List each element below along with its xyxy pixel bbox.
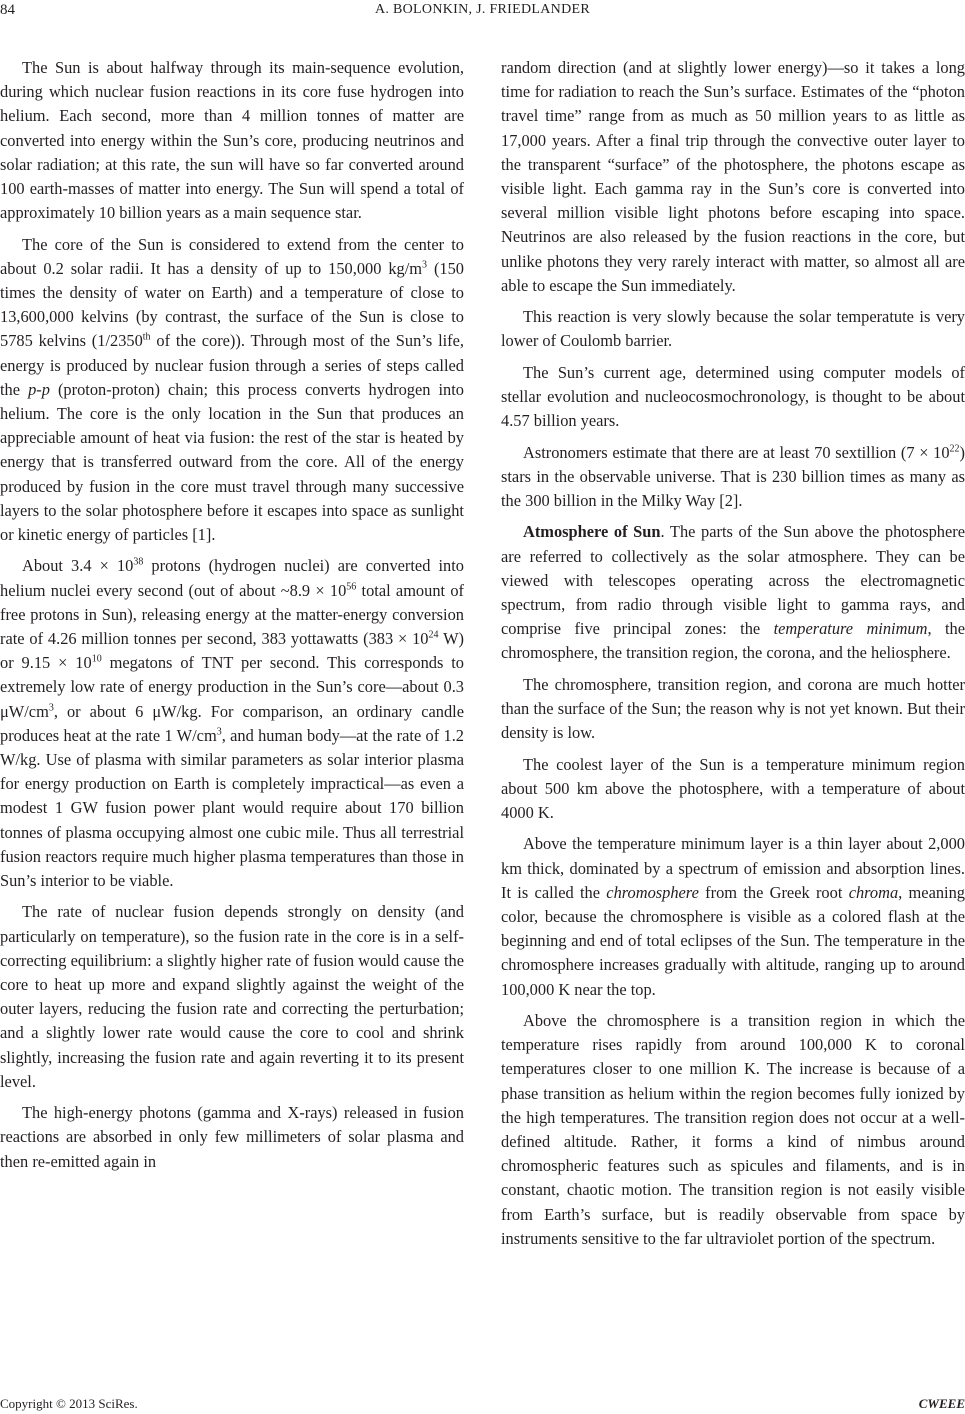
right-column — [501, 56, 965, 1258]
page-header — [0, 0, 965, 28]
paragraph: This reaction is very slowly because the solar temperatute is very lower of Coulomb barrier. — [501, 307, 965, 351]
paragraph: The Sun is about halfway through its main-sequence evolution, during which nuclear fusion reactions in its core fuse hydrogen into helium. Each second, more than 4 million tonnes of matter are converted into energy within the Sun’s core, producing neutrinos and solar radiation; at this rate, the sun will have so far converted around 100 earth-masses of matter into energy. The Sun will spend a total of approximately 10 billion years as a main sequence star. — [0, 58, 464, 223]
paragraph: The rate of nuclear fusion depends strongly on density (and particularly on temperature), so the fusion rate in the core is in a self-correcting equilibrium: a slightly higher rate of fusion would cause the core to heat up more and expand slightly against the weight of the outer layers, reducing the fusion rate and correcting the perturbation; and a slightly lower rate would cause the core to cool and shrink slightly, increasing the fusion rate and again reverting it to its present level. — [0, 902, 464, 1091]
journal-name: CWEEE — [918, 1396, 965, 1411]
paragraph: random direction (and at slightly lower energy)—so it takes a long time for radiation to reach the Sun’s surface. Estimates of the “photon travel time” range from as much as 50 million years to as little as 17,000 years. After a final trip through the convective outer layer to the transparent “surface” of the photosphere, the photons escape as visible light. Each gamma ray in the Sun’s core is converted into several million visible light photons before escaping into space. Neutrinos are also released by the fusion reactions in the core, but unlike photons they very rarely interact with matter, so almost all are able to escape the Sun immediately. — [501, 58, 965, 295]
paragraph: Atmosphere of Sun. The parts of the Sun above the photosphere are referred to collectively as the solar atmosphere. They can be viewed with telescopes operating across the electromagnetic spectrum, from radio through visible light to gamma rays, and comprise five principal zones: the temperature minimum, the chromosphere, the transition region, the corona, and the heliosphere. — [501, 522, 965, 663]
left-column — [0, 56, 464, 1181]
paragraph: The core of the Sun is considered to extend from the center to about 0.2 solar radii. It has a density of up to 150,000 $kg/m^3$ (150 times the density of water on Earth) and a temperature of close to 13,600,000 kelvins (by contrast, the surface of the Sun is close to 5785 kelvins (1/2350th of the core)). Through most of the Sun’s life, energy is produced by nuclear fusion through a series of steps called the p-p (proton-proton) chain; this process converts hydrogen into helium. The core is the only location in the Sun that produces an appreciable amount of heat via fusion: the rest of the star is heated by energy that is transferred outward from the core. All of the energy produced by fusion in the core must travel through many successive layers to the solar photosphere before it escapes into space as sunlight or kinetic energy of particles [1]. — [0, 234, 465, 545]
paragraph: Astronomers estimate that there are at least 70 sextillion $(7 \times 10^{22})$ stars in the observable universe. That is 230 billion times as many as the 300 billion in the Milky Way [2]. — [501, 442, 965, 511]
running-head: A. BOLONKIN, J. FRIEDLANDER — [375, 2, 590, 17]
paragraph: The chromosphere, transition region, and corona are much hotter than the surface of the Sun; the reason why is not yet known. But their density is low. — [501, 674, 965, 743]
paragraph: Above the chromosphere is a transition region in which the temperature rises rapidly from around 100,000 K to coronal temperatures closer to one million K. The increase is because of a phase transition as helium within the region becomes fully ionized by the high temperatures. The transition region does not occur at a well-defined altitude. Rather, it forms a kind of nimbus around chromospheric features such as spicules and filaments, and is in constant, chaotic motion. The transition region is not easily visible from Earth’s surface, but is readily observable from space by instruments sensitive to the far ultraviolet portion of the spectrum. — [501, 1011, 965, 1248]
paragraph: The coolest layer of the Sun is a temperature minimum region about 500 km above the photosphere, with a temperature of about 4000 K. — [501, 754, 965, 823]
paragraph: Above the temperature minimum layer is a thin layer about 2,000 km thick, dominated by a spectrum of emission and absorption lines. It is called the chromosphere from the Greek root chroma, meaning color, because the chromosphere is visible as a colored flash at the beginning and end of total eclipses of the Sun. The temperature in the chromosphere increases gradually with altitude, ranging up to around 100,000 K near the top. — [501, 834, 965, 999]
paragraph: The Sun’s current age, determined using computer models of stellar evolution and nucleocosmochronology, is thought to be about 4.57 billion years. — [501, 362, 965, 431]
page-number: 84 — [0, 2, 15, 18]
paragraph: The high-energy photons (gamma and X-rays) released in fusion reactions are absorbed in only few millimeters of solar plasma and then re-emitted again in — [0, 1103, 464, 1171]
paragraph: About $3.4 \times 10^{38}$ protons (hydrogen nuclei) are converted into helium nuclei every second (out of about ~8.9 × $10^{56}$ total amount of free protons in Sun), releasing energy at the matter-energy conversion rate of 4.26 million tonnes per second, 383 yottawatts ($383 \times 10^{24}$ W) or $9.15 \times 10^{10}$ megatons of TNT per second. This corresponds to extremely low rate of energy production in the Sun’s core—about 0.3 $\mu W/cm^3$, or about 6 μW/kg. For comparison, an ordinary candle produces heat at the rate 1 $W/cm^3$, and human body—at the rate of 1.2 W/kg. Use of plasma with similar parameters as solar interior plasma for energy production on Earth is completely impractical—as even a modest 1 GW fusion power plant would require about 170 billion tonnes of plasma occupying almost one cubic mile. Thus all terrestrial fusion reactors require much higher plasma temperatures than those in Sun’s interior to be viable. — [0, 556, 464, 891]
copyright-notice: Copyright © 2013 SciRes. — [0, 1396, 138, 1411]
section-heading: Atmosphere of Sun — [523, 522, 661, 542]
